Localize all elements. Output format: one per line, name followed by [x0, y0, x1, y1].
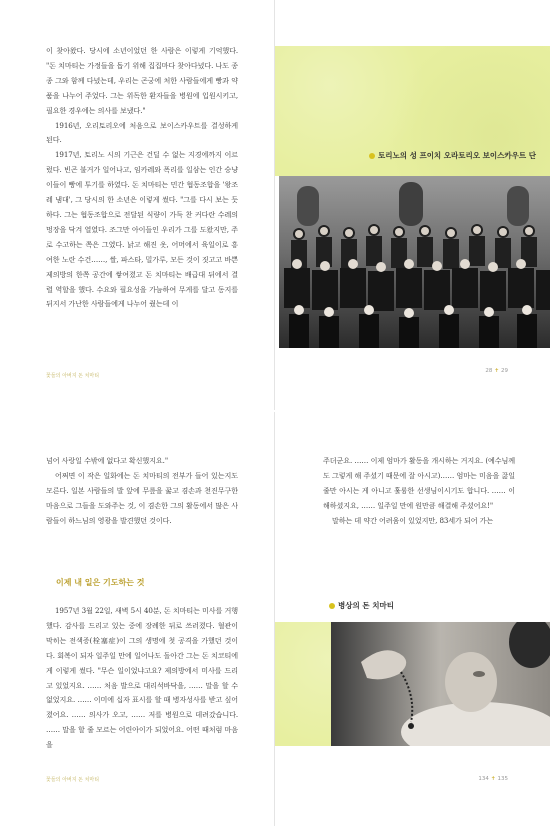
body-text — [46, 604, 238, 753]
photo-caption: 병상의 돈 치마티 — [329, 600, 394, 611]
group-photo-image — [279, 176, 550, 348]
body-text — [46, 44, 238, 312]
paragraph: 1957년 3월 22일, 새벽 5시 40분, 돈 치마티는 미사를 거행했다. 감사를 드리고 있는 중에 장례한 뒤로 쓰러졌다. 혈관이 막히는 전색증(栓塞症)이 그의 생명에 첫 공격을 가했던 것이다. 회복이 되자 일주일 만에 일어나도 돌아간 그는 돈 치코티에게 이렇게 썼다. "무슨 일이었냐고요? 제의방에서 미사를 드리고 있었지요. …… 처음 발으로 대리석바닥을, …… 말을 할 수 없었지요. …… 이미에 십자 표시를 할 때 병자성사를 받고 싶어졌어요. …… 의사가 오고, …… 저를 병원으로 데려갔습니다. …… 말을 할 줄 모르는 어린아이가 되었어요. 어떤 때처럼 마음을 — [46, 606, 238, 750]
separator-icon: ✝ — [490, 776, 496, 782]
page-right-bottom — [275, 412, 550, 826]
page-numbers — [485, 368, 508, 374]
separator-icon: ✝ — [494, 368, 499, 374]
bullet-icon — [369, 153, 375, 159]
paragraph: 1917년, 토리노 시의 기근은 건딜 수 없는 지경에까지 이르렀다. 빈곤 불거가 일어나고, 임카레와 폭리를 일삼는 인간 승냥이들이 빵에 투기를 하였다. 돈 치마티는 민간 협동조합을 '왕조레 냄대', 그 당시의 한 소년은 이렇게 썼다. "그를 다시 보는 듯하다. 그는 협동조합으로 전달된 식량이 가득 찬 커다란 수레의 멍장을 닥겨 열였다. 조그만 아이들인 우리가 그를 도왔지만, 주로 수고하는 쪽은 그였다. 낡고 해진 옷, 어머에서 육일이로 흥여한 노란 수건……, 쌀, 파스타, 밀가루, 모든 것이 짓고고 바쁜 제의방의 한쪽 공간에 쌓여졌고 돈 치마티는 배급대 뒤에서 결렬 역할을 했다. 수요와 필요성을 가늠하여 무게를 달고 동지를 뒤지서 가난한 사람들에게 나누어 줬는데 이 — [46, 150, 238, 309]
page-number-right: 29 — [501, 368, 508, 374]
portrait-photo — [331, 622, 550, 746]
group-photo — [279, 176, 550, 348]
page-number-left: 28 — [485, 368, 493, 374]
page-right-top — [275, 0, 550, 410]
paragraph: 주더군요. …… 이제 엄마가 활동을 개시하는 거지요. (예수님께도 그렇게 해 주셨기 때문에 잘 아시고)…… 엄마는 미음을 끓일 줄만 아시는 게 아니고 훌륭한 선생님이시기도 합니다. …… 이해하셨지요, …… 일주일 만에 원만큼 해결해 주셨어요!" — [323, 456, 515, 510]
paragraph: 넘어 사랑일 수밖에 없다고 확신했지요." — [46, 456, 168, 465]
page-numbers — [478, 776, 508, 782]
page-left-bottom — [0, 412, 274, 826]
bullet-icon — [329, 603, 335, 609]
paragraph: 말하는 데 약간 어려움이 있었지만, 83세가 되어 가는 — [332, 515, 494, 525]
photo-caption: 토리노의 성 프이치 오라토리오 보이스카우트 단 — [369, 150, 536, 161]
page-left-top — [0, 0, 274, 410]
book-spread-top — [0, 0, 550, 410]
section-heading: 이제 내 일은 기도하는 것 — [56, 578, 145, 587]
running-footer: 꽃들의 아버지 돈 치마티 — [46, 777, 100, 783]
running-footer: 꽃들의 아버지 돈 치마티 — [46, 373, 100, 379]
body-text — [323, 454, 515, 529]
portrait-photo-image — [331, 622, 550, 746]
paragraph: 이 찾아왔다. 당시에 소년이었던 한 사람은 이렇게 기억했다. "돈 치마티는 가정들을 돕기 위해 집집마다 찾아다녔다. 나도 종종 그와 함께 다녔는데, 우리는 곤궁에 처한 사람들에게 빵과 약품을 나누어 주었다. 그는 위독한 환자들을 병원에 입원시키고, 필요한 경우에는 의사를 보냈다." — [46, 46, 238, 115]
page-number-left: 134 — [478, 776, 489, 782]
body-text — [46, 454, 238, 529]
book-spread-bottom — [0, 412, 550, 826]
paragraph: 1916년, 오리토리오에 처음으로 보이스카우트를 결성하게 된다. — [46, 120, 238, 145]
page-number-right: 135 — [497, 776, 508, 782]
paragraph: 어쩌면 이 작은 일화에는 돈 치마티의 전부가 들어 있는지도 모른다. 일본 사람들의 발 앞에 무릎을 꿇고 겸손과 천진무구한 마음으로 그들을 도와주는 것, 이 겸손한 그의 활동에서 많은 사람들이 하느님의 영광을 발견했던 것이다. — [46, 470, 238, 525]
